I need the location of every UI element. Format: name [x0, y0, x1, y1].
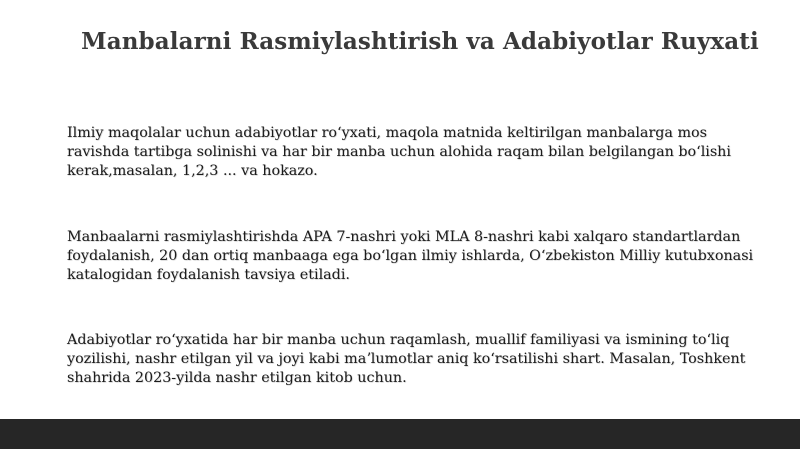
paragraph-2: Manbaalarni rasmiylashtirishda APA 7-nashri yoki MLA 8-nashri kabi xalqaro standartlardan foydalanish, 20 dan ortiq manbaaga ega boʻlgan ilmiy ishlarda, Oʻzbekiston Milliy kutubxonasi katalogidan foydalanish tavsiya etiladi.: [67, 229, 754, 283]
footer-bar: [0, 419, 800, 449]
slide-title: Manbalarni Rasmiylashtirish va Adabiyotlar Ruyxati: [81, 28, 759, 55]
paragraph-1: Ilmiy maqolalar uchun adabiyotlar roʻyxati, maqola matnida keltirilgan manbalarga mos ravishda tartibga solinishi va har bir manba uchun alohida raqam bilan belgilangan boʻlishi kerak,masalan, 1,2,3 ... va hokazo.: [67, 125, 731, 179]
paragraph-3: Adabiyotlar roʻyxatida har bir manba uchun raqamlash, muallif familiyasi va ismining toʻliq yozilishi, nashr etilgan yil va joyi kabi maʼlumotlar aniq koʻrsatilishi shart. Masalan, Toshkent shahrida 2023-yilda nashr etilgan kitob uchun.: [67, 332, 746, 386]
